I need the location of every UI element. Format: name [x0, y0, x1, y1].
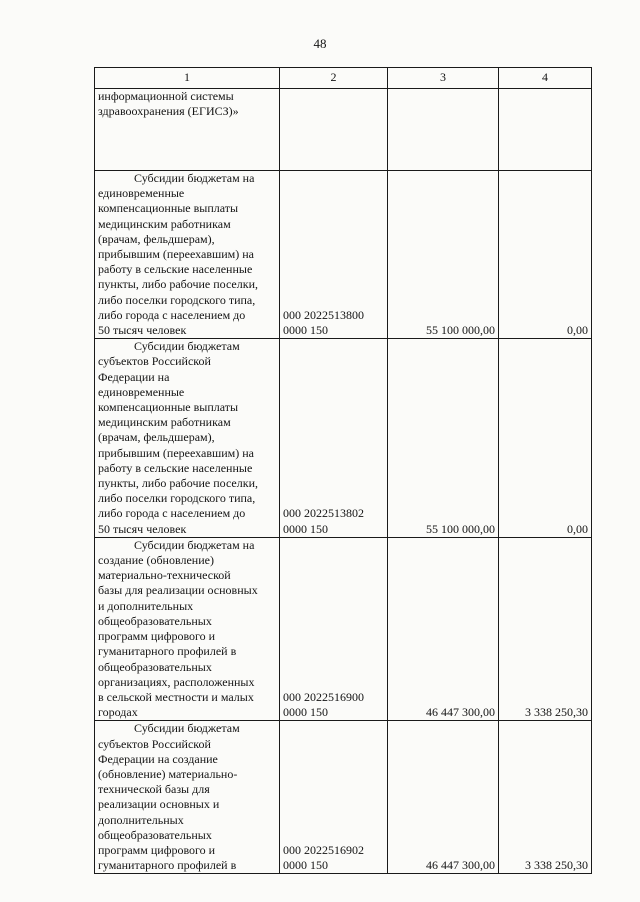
row-description-line: работу в сельские населенные [98, 262, 253, 277]
row-description-line: медицинским работникам [98, 415, 231, 430]
row-description-line: компенсационные выплаты [98, 201, 239, 216]
row-code-line: 000 2022513800 [283, 307, 364, 322]
column-header-3: 3 [388, 68, 499, 89]
row-code [280, 339, 388, 538]
row-description-line: дополнительных [98, 812, 184, 827]
row-description-line: субъектов Российской [98, 354, 211, 369]
row-description-line: субъектов Российской [98, 736, 211, 751]
row-description-line: компенсационные выплаты [98, 400, 239, 415]
row-amount: 55 100 000,00 [388, 339, 499, 538]
column-header-4: 4 [499, 68, 592, 89]
table-row [95, 537, 592, 720]
row-description-line: гуманитарного профилей в [98, 644, 237, 659]
row-code-line: 0000 150 [283, 323, 328, 338]
row-description-line: гуманитарного профилей в [98, 858, 237, 873]
row-amount-2: 3 338 250,30 [499, 537, 592, 720]
row-description-line: (врачам, фельдшерам), [98, 430, 215, 445]
row-description-line: в сельской местности и малых [98, 689, 254, 704]
budget-table [94, 67, 592, 874]
row-amount [388, 89, 499, 171]
row-amount-2: 0,00 [499, 339, 592, 538]
row-code [280, 171, 388, 339]
row-description-line: медицинским работникам [98, 216, 231, 231]
row-description-line: программ цифрового и [98, 842, 216, 857]
row-description-line: создание (обновление) [98, 553, 214, 568]
table-header-row [95, 68, 592, 89]
row-description-line: общеобразовательных [98, 827, 212, 842]
row-description-line: Субсидии бюджетам на [134, 537, 255, 552]
row-description-line: пункты, либо рабочие поселки, [98, 476, 259, 491]
row-description-line: программ цифрового и [98, 629, 216, 644]
row-description-line: работу в сельские населенные [98, 460, 253, 475]
row-code-line: 0000 150 [283, 521, 328, 536]
row-amount: 46 447 300,00 [388, 721, 499, 874]
row-description-line: прибывшим (переехавшим) на [98, 247, 255, 262]
row-code-line: 0000 150 [283, 705, 328, 720]
row-description-line: городах [98, 705, 138, 720]
row-description-line: (врачам, фельдшерам), [98, 231, 215, 246]
table-row [95, 339, 592, 538]
row-description-line: либо города с населением до [98, 506, 246, 521]
row-description-line: единовременные [98, 186, 185, 201]
row-description-line: пункты, либо рабочие поселки, [98, 277, 259, 292]
row-description-line: либо поселки городского типа, [98, 292, 256, 307]
row-code [280, 89, 388, 171]
row-description-line: информационной системы [98, 89, 234, 103]
row-description-line: Субсидии бюджетам [134, 721, 240, 736]
row-description-line: 50 тысяч человек [98, 521, 187, 536]
row-description-line: Субсидии бюджетам [134, 339, 240, 354]
column-header-2: 2 [280, 68, 388, 89]
column-header-1: 1 [95, 68, 280, 89]
row-amount-2: 3 338 250,30 [499, 721, 592, 874]
row-amount-2: 0,00 [499, 171, 592, 339]
row-description-line: Федерации на создание [98, 751, 218, 766]
row-description-line: либо города с населением до [98, 307, 246, 322]
table-row [95, 89, 592, 171]
row-description-line: организациях, расположенных [98, 674, 255, 689]
row-description-line: общеобразовательных [98, 613, 212, 628]
row-description [95, 721, 280, 874]
row-code-line: 000 2022516900 [283, 689, 364, 704]
row-description-line: либо поселки городского типа, [98, 491, 256, 506]
row-description-line: реализации основных и [98, 797, 220, 812]
row-description-line: базы для реализации основных [98, 583, 258, 598]
row-amount-2 [499, 89, 592, 171]
row-description-line: 50 тысяч человек [98, 323, 187, 338]
row-code-line: 000 2022516902 [283, 842, 364, 857]
row-code [280, 537, 388, 720]
row-description-line: общеобразовательных [98, 659, 212, 674]
row-code-line: 000 2022513802 [283, 506, 364, 521]
table-row [95, 721, 592, 874]
row-description-line: и дополнительных [98, 598, 194, 613]
row-description [95, 339, 280, 538]
page-number: 48 [313, 36, 327, 51]
row-amount: 55 100 000,00 [388, 171, 499, 339]
row-code [280, 721, 388, 874]
row-description-line: прибывшим (переехавшим) на [98, 445, 255, 460]
row-description [95, 89, 280, 171]
row-amount: 46 447 300,00 [388, 537, 499, 720]
row-description-line: Субсидии бюджетам на [134, 171, 255, 185]
row-description [95, 171, 280, 339]
row-code-line: 0000 150 [283, 858, 328, 873]
row-description-line: Федерации на [98, 369, 170, 384]
row-description-line: единовременные [98, 384, 185, 399]
row-description-line: (обновление) материально- [98, 766, 238, 781]
row-description-line: технической базы для [98, 782, 210, 797]
row-description [95, 537, 280, 720]
table-row [95, 171, 592, 339]
row-description-line: материально-технической [98, 568, 231, 583]
row-description-line: здравоохранения (ЕГИСЗ)» [98, 104, 239, 119]
